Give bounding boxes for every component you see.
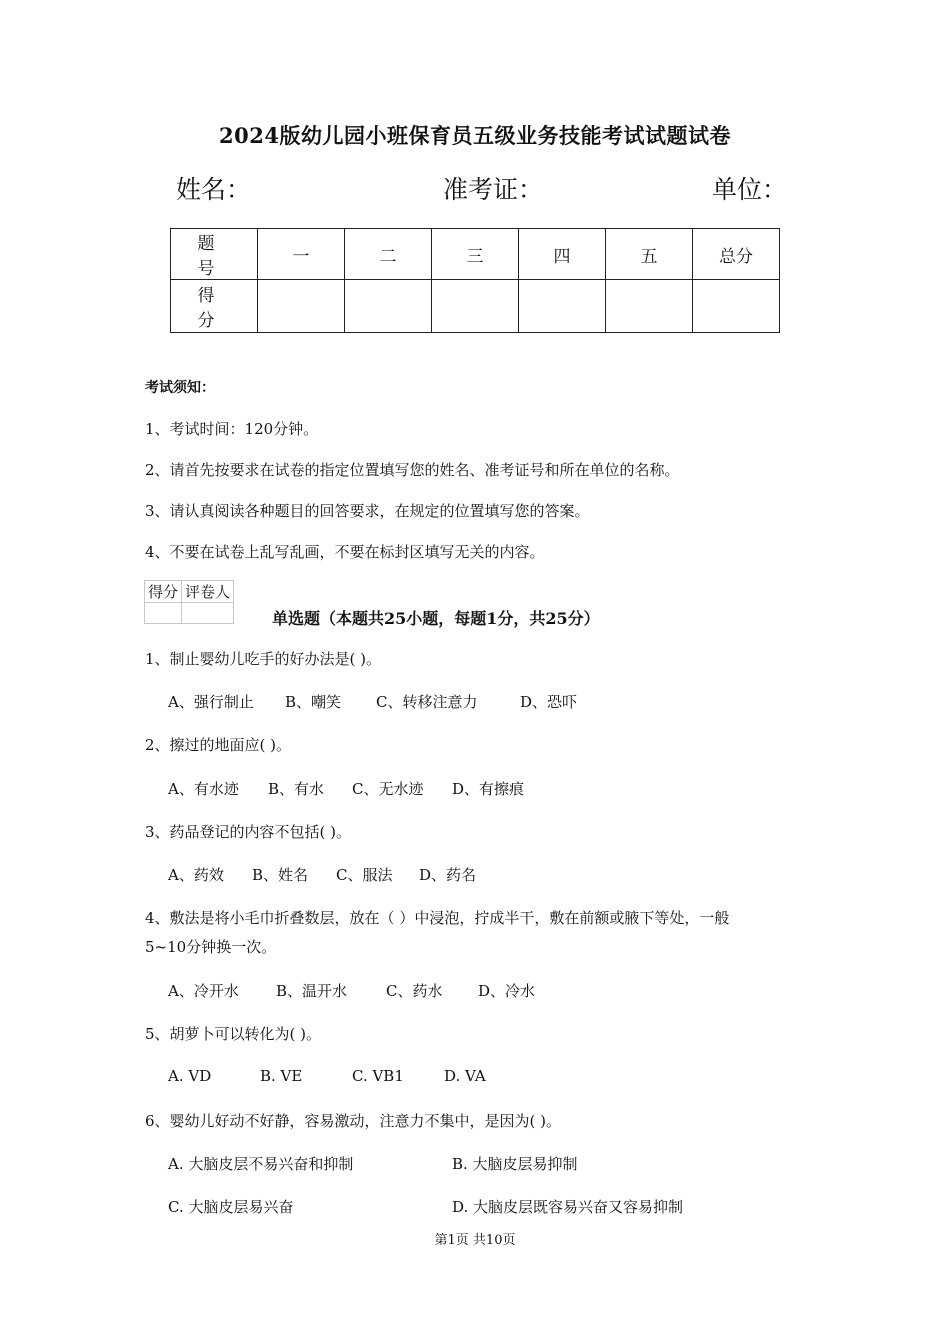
question-4-option-a: A、冷开水 — [168, 982, 239, 1000]
question-3-option-d: D、药名 — [419, 866, 477, 884]
score-cell-4[interactable] — [519, 280, 606, 333]
question-2-option-b: B、有水 — [268, 780, 325, 798]
question-3-option-b: B、姓名 — [252, 866, 309, 884]
grader-box-score-label: 得分 — [145, 581, 182, 603]
page-footer: 第1页 共10页 — [434, 1233, 516, 1248]
instruction-item-1: 1、考试时间：120分钟。 — [145, 420, 319, 438]
score-table-score-label: 得 分 — [171, 280, 258, 333]
score-table-header-5: 五 — [606, 229, 693, 280]
score-table-header-4: 四 — [519, 229, 606, 280]
grader-box — [144, 580, 234, 624]
question-5-stem: 5、胡萝卜可以转化为( )。 — [145, 1025, 322, 1043]
score-table-header-3: 三 — [432, 229, 519, 280]
question-6-option-d: D. 大脑皮层既容易兴奋又容易抑制 — [452, 1198, 684, 1216]
instruction-item-3: 3、请认真阅读各种题目的回答要求，在规定的位置填写您的答案。 — [145, 502, 590, 520]
question-4-option-c: C、药水 — [386, 982, 443, 1000]
question-5-option-d: D. VA — [444, 1067, 486, 1085]
question-4-option-b: B、温开水 — [276, 982, 348, 1000]
score-table-header-1: 一 — [258, 229, 345, 280]
question-3-option-c: C、服法 — [336, 866, 393, 884]
question-5-option-c: C. VB1 — [352, 1067, 404, 1085]
instruction-item-2: 2、请首先按要求在试卷的指定位置填写您的姓名、准考证号和所在单位的名称。 — [145, 461, 680, 479]
question-4-option-d: D、冷水 — [478, 982, 536, 1000]
question-1-option-a: A、强行制止 — [168, 693, 254, 711]
score-table-header-label: 题 号 — [171, 229, 258, 280]
question-2-option-d: D、有擦痕 — [452, 780, 525, 798]
score-table-header-2: 二 — [345, 229, 432, 280]
score-table-header-row — [171, 229, 780, 280]
score-table-score-row — [171, 280, 780, 333]
question-2-option-a: A、有水迹 — [168, 780, 239, 798]
question-4-stem-line-1: 4、敷法是将小毛巾折叠数层，放在（ ）中浸泡，拧成半干，敷在前额或腋下等处，一般 — [145, 909, 730, 927]
grader-box-grader-cell[interactable] — [182, 603, 234, 624]
score-cell-3[interactable] — [432, 280, 519, 333]
page-title: 2024版幼儿园小班保育员五级业务技能考试试题试卷 — [219, 123, 731, 148]
question-3-option-a: A、药效 — [168, 866, 224, 884]
question-1-option-c: C、转移注意力 — [376, 693, 478, 711]
score-table — [170, 228, 780, 333]
question-1-stem: 1、制止婴幼儿吃手的好办法是( )。 — [145, 650, 382, 668]
question-1-option-d: D、恐吓 — [520, 693, 578, 711]
score-cell-total[interactable] — [693, 280, 780, 333]
question-2-option-c: C、无水迹 — [352, 780, 424, 798]
question-3-stem: 3、药品登记的内容不包括( )。 — [145, 823, 352, 841]
question-6-option-a: A. 大脑皮层不易兴奋和抑制 — [168, 1155, 354, 1173]
grader-box-score-cell[interactable] — [145, 603, 182, 624]
question-5-option-b: B. VE — [260, 1067, 303, 1085]
score-cell-5[interactable] — [606, 280, 693, 333]
question-6-option-c: C. 大脑皮层易兴奋 — [168, 1198, 294, 1216]
instructions-heading: 考试须知： — [145, 380, 215, 396]
grader-box-grader-label: 评卷人 — [182, 581, 234, 603]
exam-id-field-label: 准考证： — [443, 175, 544, 204]
question-6-option-b: B. 大脑皮层易抑制 — [452, 1155, 578, 1173]
score-cell-1[interactable] — [258, 280, 345, 333]
question-2-stem: 2、擦过的地面应( )。 — [145, 736, 292, 754]
question-6-stem: 6、婴幼儿好动不好静，容易激动，注意力不集中，是因为( )。 — [145, 1112, 562, 1130]
question-5-option-a: A. VD — [168, 1067, 212, 1085]
section-heading: 单选题（本题共25小题，每题1分，共25分） — [272, 609, 600, 628]
instruction-item-4: 4、不要在试卷上乱写乱画，不要在标封区填写无关的内容。 — [145, 543, 545, 561]
question-1-option-b: B、嘲笑 — [285, 693, 342, 711]
score-cell-2[interactable] — [345, 280, 432, 333]
name-field-label: 姓名： — [176, 175, 252, 204]
question-4-stem-line-2: 5~10分钟换一次。 — [145, 938, 277, 956]
unit-field-label: 单位： — [712, 175, 788, 204]
score-table-header-total: 总分 — [693, 229, 780, 280]
